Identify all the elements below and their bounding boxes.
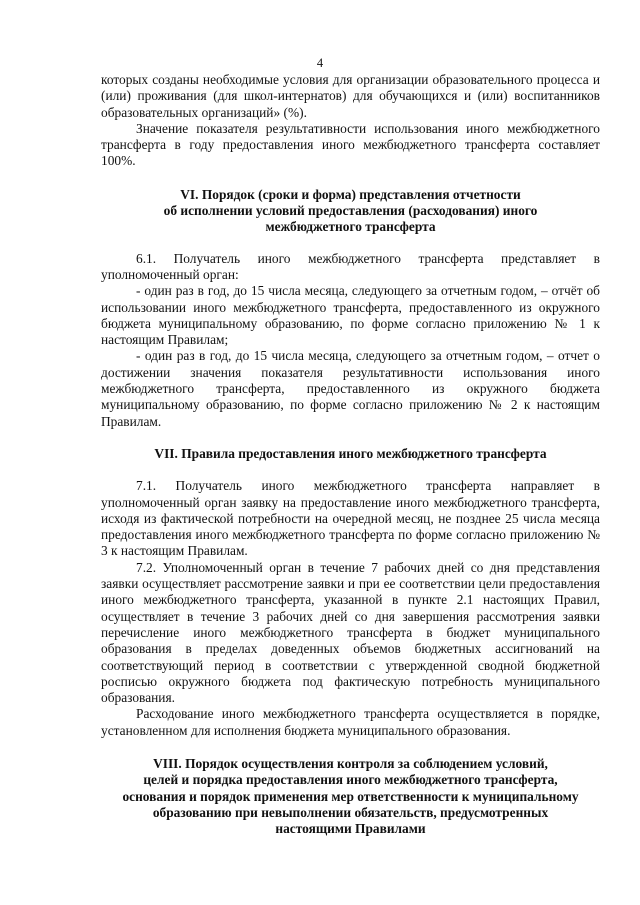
- clause-6-1: 6.1. Получатель иного межбюджетного трансферта представляет в уполномоченный орган:: [101, 250, 600, 282]
- section-8-title-line: VIII. Порядок осуществления контроля за соблюдением условий,: [153, 755, 548, 771]
- section-6-title-line: VI. Порядок (сроки и форма) представления отчетности: [180, 186, 521, 202]
- section-8-title-line: образованию при невыполнении обязательств, предусмотренных: [152, 804, 549, 820]
- section-8-title-line: основания и порядок применения мер ответственности к муниципальному: [122, 788, 579, 804]
- section-8-title: [83, 756, 618, 837]
- intro-paragraph-1: которых созданы необходимые условия для организации образовательного процесса и (или) проживания (для школ-интернатов) для обучающихся и (или) воспитанников образовательных организаций» (%).: [101, 72, 600, 120]
- clause-6-1-item-1: - один раз в год, до 15 числа месяца, следующего за отчетным годом, – отчёт об использовании иного межбюджетного трансферта, предоставленного из окружного бюджета муниципальному образованию, по форме согласно приложению № 1 к настоящим Правилам;: [101, 283, 600, 348]
- section-6-title: [101, 187, 600, 236]
- clause-7-1: 7.1. Получатель иного межбюджетного трансферта направляет в уполномоченный орган заявку на предоставление иного межбюджетного трансферта, исходя из фактической потребности на очередной месяц, не позднее 25 числа месяца предоставления иного межбюджетного трансферта по форме согласно приложению № 3 к настоящим Правилам.: [101, 478, 600, 559]
- page-number: 4: [316, 56, 324, 70]
- section-8-title-line: целей и порядка предоставления иного межбюджетного трансферта,: [143, 772, 558, 788]
- section-7-title: VII. Правила предоставления иного межбюджетного трансферта: [154, 445, 547, 461]
- section-8-title-line: настоящими Правилами: [275, 821, 426, 837]
- intro-paragraph-2: Значение показателя результативности использования иного межбюджетного трансферта в году предоставления иного межбюджетного трансферта составляет 100%.: [101, 120, 600, 169]
- clause-7-2: 7.2. Уполномоченный орган в течение 7 рабочих дней со дня представления заявки осуществляет рассмотрение заявки и при ее соответствии цели предоставления иного межбюджетного трансферта, указанной в пункте 2.1 настоящих Правил, осуществляет в течение 3 рабочих дней со дня завершения рассмотрения заявки перечисление иного межбюджетного трансферта в бюджет муниципального образования в пределах доведенных объемов бюджетных ассигнований на соответствующий период в соответствии с утвержденной сводной бюджетной росписью окружного бюджета под фактическую потребность муниципального образования.: [101, 559, 600, 706]
- section-6-title-line: межбюджетного трансферта: [265, 219, 436, 235]
- section-6-title-line: об исполнении условий предоставления (расходования) иного: [163, 203, 538, 219]
- clause-6-1-item-2: - один раз в год, до 15 числа месяца, следующего за отчетным годом, – отчет о достижении значения показателя результативности использования иного межбюджетного трансферта, предоставленного из окружного бюджета муниципальному образованию, по форме согласно приложению № 2 к настоящим Правилам.: [101, 348, 600, 429]
- page-content: [101, 72, 600, 837]
- clause-7-2-spending: Расходование иного межбюджетного трансферта осуществляется в порядке, установленном для исполнения бюджета муниципального образования.: [101, 706, 600, 738]
